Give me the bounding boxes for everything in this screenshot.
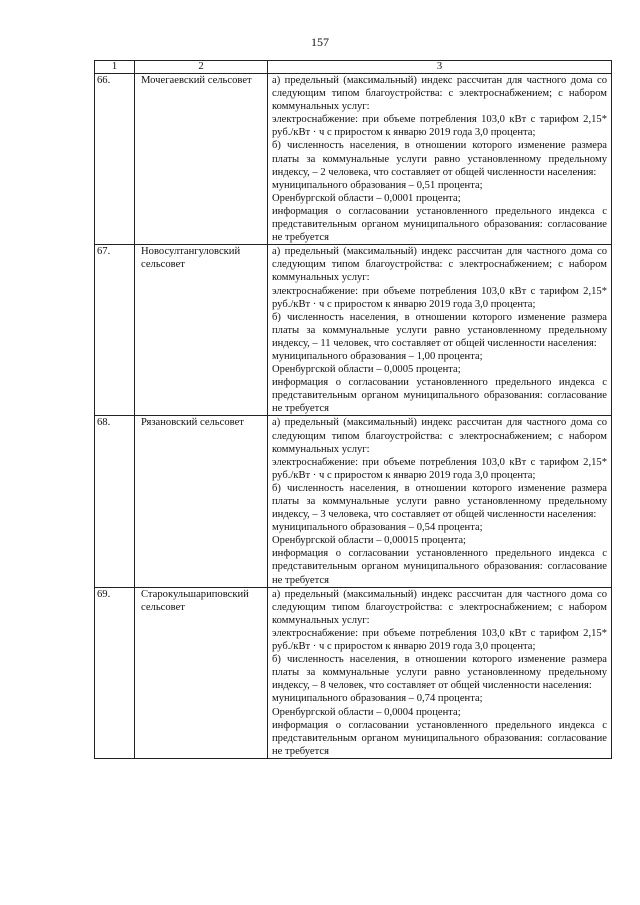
column-header: 2 — [135, 61, 268, 74]
table-header-row — [95, 61, 612, 74]
municipal-share: муниципального образования – 0,51 процента; — [272, 179, 483, 191]
row-number: 69. — [95, 587, 135, 758]
municipality-name: Старокульшариповский сельсовет — [135, 587, 268, 758]
municipal-share: муниципального образования – 1,00 процента; — [272, 350, 483, 362]
index-description — [268, 74, 612, 245]
page-number: 157 — [311, 35, 329, 49]
index-description — [268, 416, 612, 587]
row-number: 66. — [95, 74, 135, 245]
column-header: 3 — [268, 61, 612, 74]
region-share: Оренбургской области – 0,00015 процента; — [272, 535, 466, 547]
region-share: Оренбургской области – 0,0005 процента; — [272, 364, 461, 376]
paragraph-electricity: электроснабжение: при объеме потребления 103,0 кВт с тарифом 2,15* руб./кВт · ч с приростом к январю 2019 года 3,0 процента; — [272, 627, 607, 653]
table-row — [95, 416, 612, 587]
paragraph-electricity: электроснабжение: при объеме потребления 103,0 кВт с тарифом 2,15* руб./кВт · ч с приростом к январю 2019 года 3,0 процента; — [272, 285, 607, 310]
tariff-index-table — [94, 60, 612, 759]
index-description — [268, 587, 612, 758]
column-header: 1 — [95, 61, 135, 74]
paragraph-electricity: электроснабжение: при объеме потребления 103,0 кВт с тарифом 2,15* руб./кВт · ч с приростом к январю 2019 года 3,0 процента; — [272, 456, 607, 481]
approval-info: информация о согласовании установленного предельного индекса с представительным органом муниципального образования: согласование не требуется — [272, 205, 607, 244]
region-share: Оренбургской области – 0,0004 процента; — [272, 706, 461, 718]
approval-info: информация о согласовании установленного предельного индекса с представительным органом муниципального образования: согласование не требуется — [272, 377, 607, 415]
index-description — [268, 245, 612, 416]
paragraph-b: б) численность населения, в отношении которого изменение размера платы за коммунальные услуги равно установленному предельному индексу, – 2 человека, что составляет от общей численности населения: — [272, 140, 607, 178]
paragraph-b: б) численность населения, в отношении которого изменение размера платы за коммунальные услуги равно установленному предельному индексу, – 11 человек, что составляет от общей численности населения: — [272, 311, 607, 349]
row-number: 68. — [95, 416, 135, 587]
paragraph-a: а) предельный (максимальный) индекс рассчитан для частного дома со следующим типом благоустройства: с электроснабжением; с набором коммунальных услуг: — [272, 417, 607, 455]
table-row — [95, 245, 612, 416]
paragraph-b: б) численность населения, в отношении которого изменение размера платы за коммунальные услуги равно установленному предельному индексу, – 3 человека, что составляет от общей численности населения: — [272, 482, 607, 521]
row-number: 67. — [95, 245, 135, 416]
paragraph-electricity: электроснабжение: при объеме потребления 103,0 кВт с тарифом 2,15* руб./кВт · ч с приростом к январю 2019 года 3,0 процента; — [272, 114, 607, 139]
table-row — [95, 74, 612, 245]
municipality-name: Рязановский сельсовет — [135, 416, 268, 587]
paragraph-a: а) предельный (максимальный) индекс рассчитан для частного дома со следующим типом благоустройства: с электроснабжением; с набором коммунальных услуг: — [272, 75, 607, 113]
municipality-name: Мочегаевский сельсовет — [135, 74, 268, 245]
region-share: Оренбургской области – 0,0001 процента; — [272, 192, 461, 204]
paragraph-a: а) предельный (максимальный) индекс рассчитан для частного дома со следующим типом благоустройства: с электроснабжением; с набором коммунальных услуг: — [272, 588, 607, 626]
municipal-share: муниципального образования – 0,74 процента; — [272, 693, 483, 705]
approval-info: информация о согласовании установленного предельного индекса с представительным органом муниципального образования: согласование не требуется — [272, 548, 607, 586]
municipality-name: Новосултангуловский сельсовет — [135, 245, 268, 416]
municipal-share: муниципального образования – 0,54 процента; — [272, 522, 483, 534]
table-row — [95, 587, 612, 758]
paragraph-a: а) предельный (максимальный) индекс рассчитан для частного дома со следующим типом благоустройства: с электроснабжением; с набором коммунальных услуг: — [272, 246, 607, 284]
approval-info: информация о согласовании установленного предельного индекса с представительным органом муниципального образования: согласование не требуется — [272, 719, 607, 757]
paragraph-b: б) численность населения, в отношении которого изменение размера платы за коммунальные услуги равно установленному предельному индексу, – 8 человек, что составляет от общей численности населения: — [272, 654, 607, 692]
